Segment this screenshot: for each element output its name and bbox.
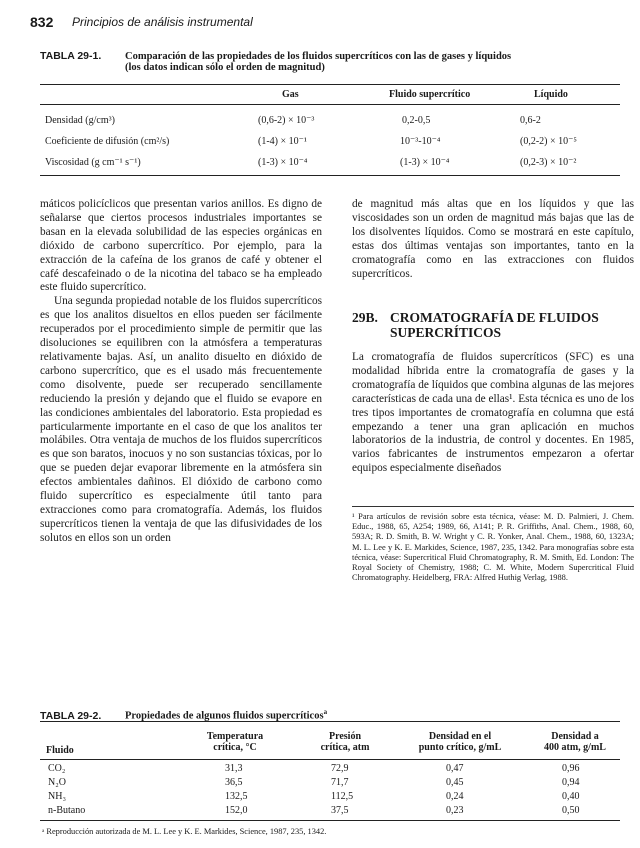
table2-cell-r4-temp: 152,0	[225, 805, 248, 816]
table1-row3-gas: (1-3) × 10⁻⁴	[258, 157, 308, 168]
table1-row2-sfc: 10⁻³-10⁻⁴	[400, 136, 441, 147]
table1-row1-liq: 0,6-2	[520, 115, 541, 126]
left-column	[40, 198, 322, 546]
table2-cell-r1-pres: 72,9	[331, 763, 349, 774]
table2-bottom-rule	[40, 820, 620, 821]
table1-top-rule	[40, 84, 620, 85]
table2-head-fluid: Fluido	[46, 745, 74, 756]
table2-cell-r2-dens: 0,45	[446, 777, 464, 788]
table2-cell-r3-temp: 132,5	[225, 791, 248, 802]
table2-top-rule	[40, 721, 620, 722]
table2-head-dens	[400, 731, 520, 753]
table2-head-dens-l1: Densidad en el	[428, 731, 492, 742]
table2-cell-r3-d400: 0,40	[562, 791, 580, 802]
table2-cell-r2-pres: 71,7	[331, 777, 349, 788]
table1-label: TABLA 29-1.	[40, 50, 102, 62]
table2-cell-r1-dens: 0,47	[446, 763, 464, 774]
table2-cell-r4-fluid: n-Butano	[48, 805, 86, 816]
right-paragraph-1: de magnitud más altas que en los líquidos y que las viscosidades son un orden de magnitud más bajas que las de los disolventes líquidos. Como se mostrará en este capítulo, estas dos últimas ventajas son importantes, tanto en la cromatografía como en las extracciones con fluidos supercríticos.	[352, 198, 634, 280]
left-paragraph-1: máticos policíclicos que presentan varios anillos. Es digno de señalarse que ciertos procesos industriales importantes se basan en la elevada solubilidad de las especies orgánicas en dióxido de carbono supercrítico. Por ejemplo, para la extracción de la cafeína de los granos de café y obtener el café descafeinado o de la nicotina del tabaco se ha empleado este fluido supercrítico.	[40, 198, 322, 294]
table2-head-pres-l2: crítica, atm	[320, 742, 370, 753]
table2-cell-r1-d400: 0,96	[562, 763, 580, 774]
table1-row2-liq: (0,2-2) × 10⁻⁵	[520, 136, 577, 147]
table2-cell-r1-temp: 31,3	[225, 763, 243, 774]
table1-row2-prop: Coeficiente de difusión (cm²/s)	[45, 136, 170, 147]
section-heading	[352, 310, 632, 340]
table2-caption-mark: a	[323, 708, 328, 716]
table1-row3-sfc: (1-3) × 10⁻⁴	[400, 157, 450, 168]
table1-col-liquid: Líquido	[534, 89, 568, 100]
table2-cell-r1-fluid: CO₂	[48, 763, 66, 774]
table1-bottom-rule	[40, 175, 620, 176]
table2-cell-r3-pres: 112,5	[331, 791, 354, 802]
table2-cell-r4-d400: 0,50	[562, 805, 580, 816]
table2-head-dens-l2: punto crítico, g/mL	[418, 742, 502, 753]
table1-head-rule	[40, 104, 620, 105]
table1-row3-liq: (0,2-3) × 10⁻²	[520, 157, 577, 168]
footnote-rule	[352, 506, 634, 507]
right-paragraph-2: La cromatografía de fluidos supercríticos (SFC) es una modalidad híbrida entre la cromatografía de gases y la cromatografía de líquidos que combina algunas de las mejores características de cada una de ellas¹. Esta técnica es uno de los tres tipos importantes de cromatografía en columna que está empezando a tener una gran aplicación en muchos laboratorios de la industria, de control y docentes. En 1985, varios fabricantes de instrumentos empezaron a ofertar equipos especialmente diseñados	[352, 351, 634, 475]
table2-head-temp-l1: Temperatura	[206, 731, 264, 742]
table1-col-gas: Gas	[282, 89, 299, 100]
table1-row3-prop: Viscosidad (g cm⁻¹ s⁻¹)	[45, 157, 141, 168]
table1-row1-prop: Densidad (g/cm³)	[45, 115, 115, 126]
section-title-line1: CROMATOGRAFÍA DE FLUIDOS	[390, 310, 599, 325]
table2-cell-r4-dens: 0,23	[446, 805, 464, 816]
table2-cell-r2-fluid: N₂O	[48, 777, 66, 788]
table2-head-temp-l2: crítica, °C	[213, 742, 257, 753]
running-title: Principios de análisis instrumental	[72, 15, 253, 29]
table2-head-d400-l2: 400 atm, g/mL	[544, 742, 606, 753]
table2-head-d400-l1: Densidad a	[551, 731, 599, 742]
table2-cell-r2-d400: 0,94	[562, 777, 580, 788]
table2-cell-r3-dens: 0,24	[446, 791, 464, 802]
table2-head-pres	[295, 731, 395, 753]
table2-caption-text: Propiedades de algunos fluidos supercríticos	[125, 710, 324, 722]
table1-row1-gas: (0,6-2) × 10⁻³	[258, 115, 315, 126]
table2-head-rule	[40, 759, 620, 760]
table1-row1-sfc: 0,2-0,5	[402, 115, 431, 126]
table1-caption-line2: (los datos indican sólo el orden de magnitud)	[125, 62, 325, 73]
table2-head-d400	[525, 731, 625, 753]
table2-cell-r3-fluid: NH₃	[48, 791, 66, 802]
footnote-1: ¹ Para artículos de revisión sobre esta técnica, véase: M. D. Palmieri, J. Chem. Educ., 1988, 65, A254; 1989, 66, A141; P. R. Griffiths, Anal. Chem., 1988, 60, 593A; R. D. Smith, B. W. Wright y C. R. Yonker, Anal. Chem., 1988, 60, 1323A; M. L. Lee y K. E. Markides, Science, 1987, 235, 1342. Para monografías sobre esta técnica, véase: Supercritical Fluid Chromatography, R. M. Smith, Ed. London: The Royal Society of Chemistry, 1988; C. M. White, Modern Supercritical Fluid Chromatography. Heidelberg, FRA: Alfred Huthig Verlag, 1988.	[352, 512, 634, 583]
section-title-line2: SUPERCRÍTICOS	[390, 325, 502, 340]
table1-row2-gas: (1-4) × 10⁻¹	[258, 136, 307, 147]
table2-head-pres-l1: Presión	[328, 731, 362, 742]
table1-caption-line1: Comparación de las propiedades de los fluidos supercríticos con las de gases y líquidos	[125, 51, 512, 62]
table2-head-temp	[180, 731, 290, 753]
table2-label: TABLA 29-2.	[40, 709, 102, 722]
table2-cell-r4-pres: 37,5	[331, 805, 349, 816]
table2-cell-r2-temp: 36,5	[225, 777, 243, 788]
table1-col-sfc: Fluido supercrítico	[389, 89, 471, 100]
left-paragraph-2: Una segunda propiedad notable de los fluidos supercríticos es que los analitos disueltos en ellos pueden ser fácilmente recuperados por el procedimiento simple de permitir que las disoluciones se equilibren con la atmósfera a temperaturas relativamente bajas. Así, un analito disuelto en dióxido de carbono supercrítico, que es el usado más frecuentemente como disolvente, puede ser recuperado sencillamente reduciendo la presión y dejando que el fluido se evapore en las condiciones ambientales del laboratorio. Esta propiedad es particularmente importante en el caso de que los analitos ter molábiles. Otra ventaja de muchos de los fluidos supercríticos es que son baratos, inocuos y no son sustancias tóxicas, por lo que se pueden dejar evaporar libremente en la atmósfera sin efectos ambientales dañinos. El dióxido de carbono como fluido supercrítico es especialmente útil tanto para extracciones como para cromatografía. Además, los fluidos supercríticos tienen la ventaja de que las difusividades de los solutos en ellos son un orden	[40, 295, 322, 544]
page-number: 832	[30, 14, 54, 30]
section-number: 29B.	[352, 310, 378, 325]
table2-footnote: ᵃ Reproducción autorizada de M. L. Lee y K. E. Markides, Science, 1987, 235, 1342.	[42, 827, 327, 836]
